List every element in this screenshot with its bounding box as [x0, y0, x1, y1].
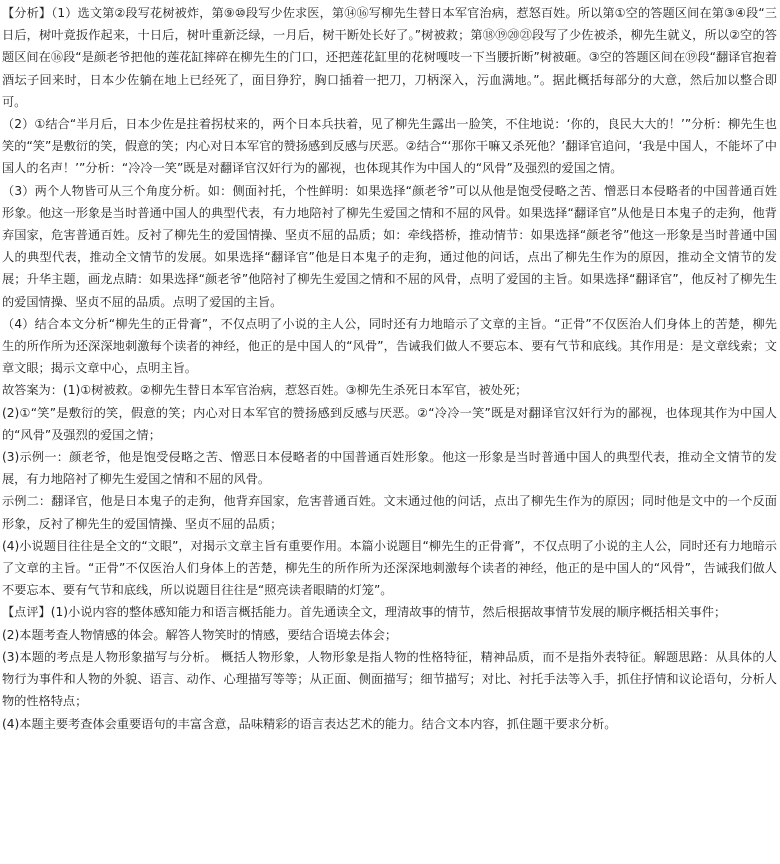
answer-3-example-2: 示例二：翻译官，他是日本鬼子的走狗，他背弃国家，危害普通百姓。文末通过他的问话，点出了柳先生作为的原因；同时他是文中的一个反面形象，反衬了柳先生的爱国情操、坚贞不屈的品质； — [2, 494, 777, 531]
answer-4: (4)小说题目往往是全文的“文眼”，对揭示文章主旨有重要作用。本篇小说题目“柳先生的正骨膏”，不仅点明了小说的主人公，同时还有力地暗示了文章的主旨。“正骨”不仅医治人们身体上的苦楚，柳先生的所作所为还深深地刺激每个读者的神经，他正的是中国人的“风骨”，告诫我们做人不要忘本、要有气节和底线，所以说题目往往是“照亮读者眼睛的灯笼”。 — [2, 538, 777, 598]
analysis-paragraph-4: （4）结合本文分析“柳先生的正骨膏”，不仅点明了小说的主人公，同时还有力地暗示了文章的主旨。“正骨”不仅医治人们身体上的苦楚，柳先生的所作所为还深深地刺激每个读者的神经，他正的是中国人的“风骨”，告诫我们做人不要忘本、要有气节和底线。其作用是：是文章线索；文章文眼；揭示文章中心，点明主旨。 — [2, 316, 777, 376]
analysis-paragraph-2: （2）①结合“半月后，日本少佐是拄着拐杖来的，两个日本兵扶着，见了柳先生露出一脸笑，不住地说：‘你的，良民大大的！’”分析：柳先生也笑的“笑”是敷衍的笑，假意的笑；内心对日本军官的赞扬感到反感与厌恶。②结合“‘那你干嘛又杀死他？’翻译官追问，‘我是中国人，不能坏了中国人的名声！’”分析：“冷冷一笑”既是对翻译官汉奸行为的鄙视，也体现其作为中国人的“风骨”及强烈的爱国之情。 — [2, 117, 777, 176]
analysis-paragraph-1: 【分析】（1）选文第②段写花树被炸，第⑨⑩段写少佐求医，第⑭⑯写柳先生替日本军官治病，惹怒百姓。所以第①空的答题区间在第③④段“三日后，树叶竟扳作起来，十日后，树叶重新泛绿，一月后，树干断处长好了。”树被救；第⑱⑲⑳㉑段写了少佐被杀，柳先生就义，所以②空的答题区间在⑯段“是颜老爷把他的莲花缸摔碎在柳先生的门口，还把莲花缸里的花树嘎吱一下当腰折断”树被砸。③空的答题区间在⑲段“翻译官抱着酒坛子回来时，日本少佐躺在地上已经死了，面目狰狞，胸口插着一把刀，刀柄深入，污血满地。”。据此概括每部分的大意，然后加以整合即可。 — [2, 6, 777, 109]
comment-4: (4)本题主要考查体会重要语句的丰富含意，品味精彩的语言表达艺术的能力。结合文本内容，抓住题干要求分析。 — [2, 716, 617, 731]
comment-3: (3)本题的考点是人物形象描写与分析。 概括人物形象，人物形象是指人物的性格特征，精神品质，而不是指外表特征。解题思路：从具体的人物行为事件和人物的外貌、语言、动作、心理描写等等；从正面、侧面描写；细节描写；对比、衬托手法等入手，抓住抒情和议论语句，分析人物的性格特点； — [2, 649, 777, 709]
comment-1: 【点评】(1)小说内容的整体感知能力和语言概括能力。首先通读全文，理清故事的情节，然后根据故事情节发展的顺序概括相关事件； — [2, 605, 727, 620]
answer-heading: 故答案为：(1)①树被救。②柳先生替日本军官治病，惹怒百姓。③柳先生杀死日本军官，被处死； — [2, 383, 528, 398]
comment-2: (2)本题考查人物情感的体会。解答人物笑时的情感，要结合语境去体会； — [2, 627, 398, 642]
analysis-paragraph-3: （3）两个人物皆可从三个角度分析。如：侧面衬托，个性鲜明：如果选择“颜老爷”可以从他是饱受侵略之苦、憎恶日本侵略者的中国普通百姓形象。他这一形象是当时普通中国人的典型代表，有力地陪衬了柳先生爱国之情和不屈的风骨。如果选择“翻译官”从他是日本鬼子的走狗，他背弃国家，危害普通百姓。反衬了柳先生的爱国情操、坚贞不屈的品质；如：牵线搭桥，推动情节：如果选择“颜老爷”他这一形象是当时普通中国人的典型代表，推动全文情节的发展。如果选择“翻译官”他是日本鬼子的走狗，通过他的问话，点出了柳先生作为的原因，推动全文情节的发展；升华主题，画龙点睛：如果选择“颜老爷”他陪衬了柳先生爱国之情和不屈的风骨，点明了爱国的主旨。如果选择“翻译官”，他反衬了柳先生的爱国情操、坚贞不屈的品质。点明了爱国的主旨。 — [2, 183, 777, 309]
answer-3-example-1: (3)示例一：颜老爷，他是饱受侵略之苦、憎恶日本侵略者的中国普通百姓形象。他这一形象是当时普通中国人的典型代表，推动全文情节的发展，有力地陪衬了柳先生爱国之情和不屈的风骨。 — [2, 450, 777, 487]
answer-2: (2)①“笑”是敷衍的笑，假意的笑；内心对日本军官的赞扬感到反感与厌恶。②“冷冷一笑”既是对翻译官汉奸行为的鄙视，也体现其作为中国人的“风骨”及强烈的爱国之情； — [2, 405, 777, 442]
